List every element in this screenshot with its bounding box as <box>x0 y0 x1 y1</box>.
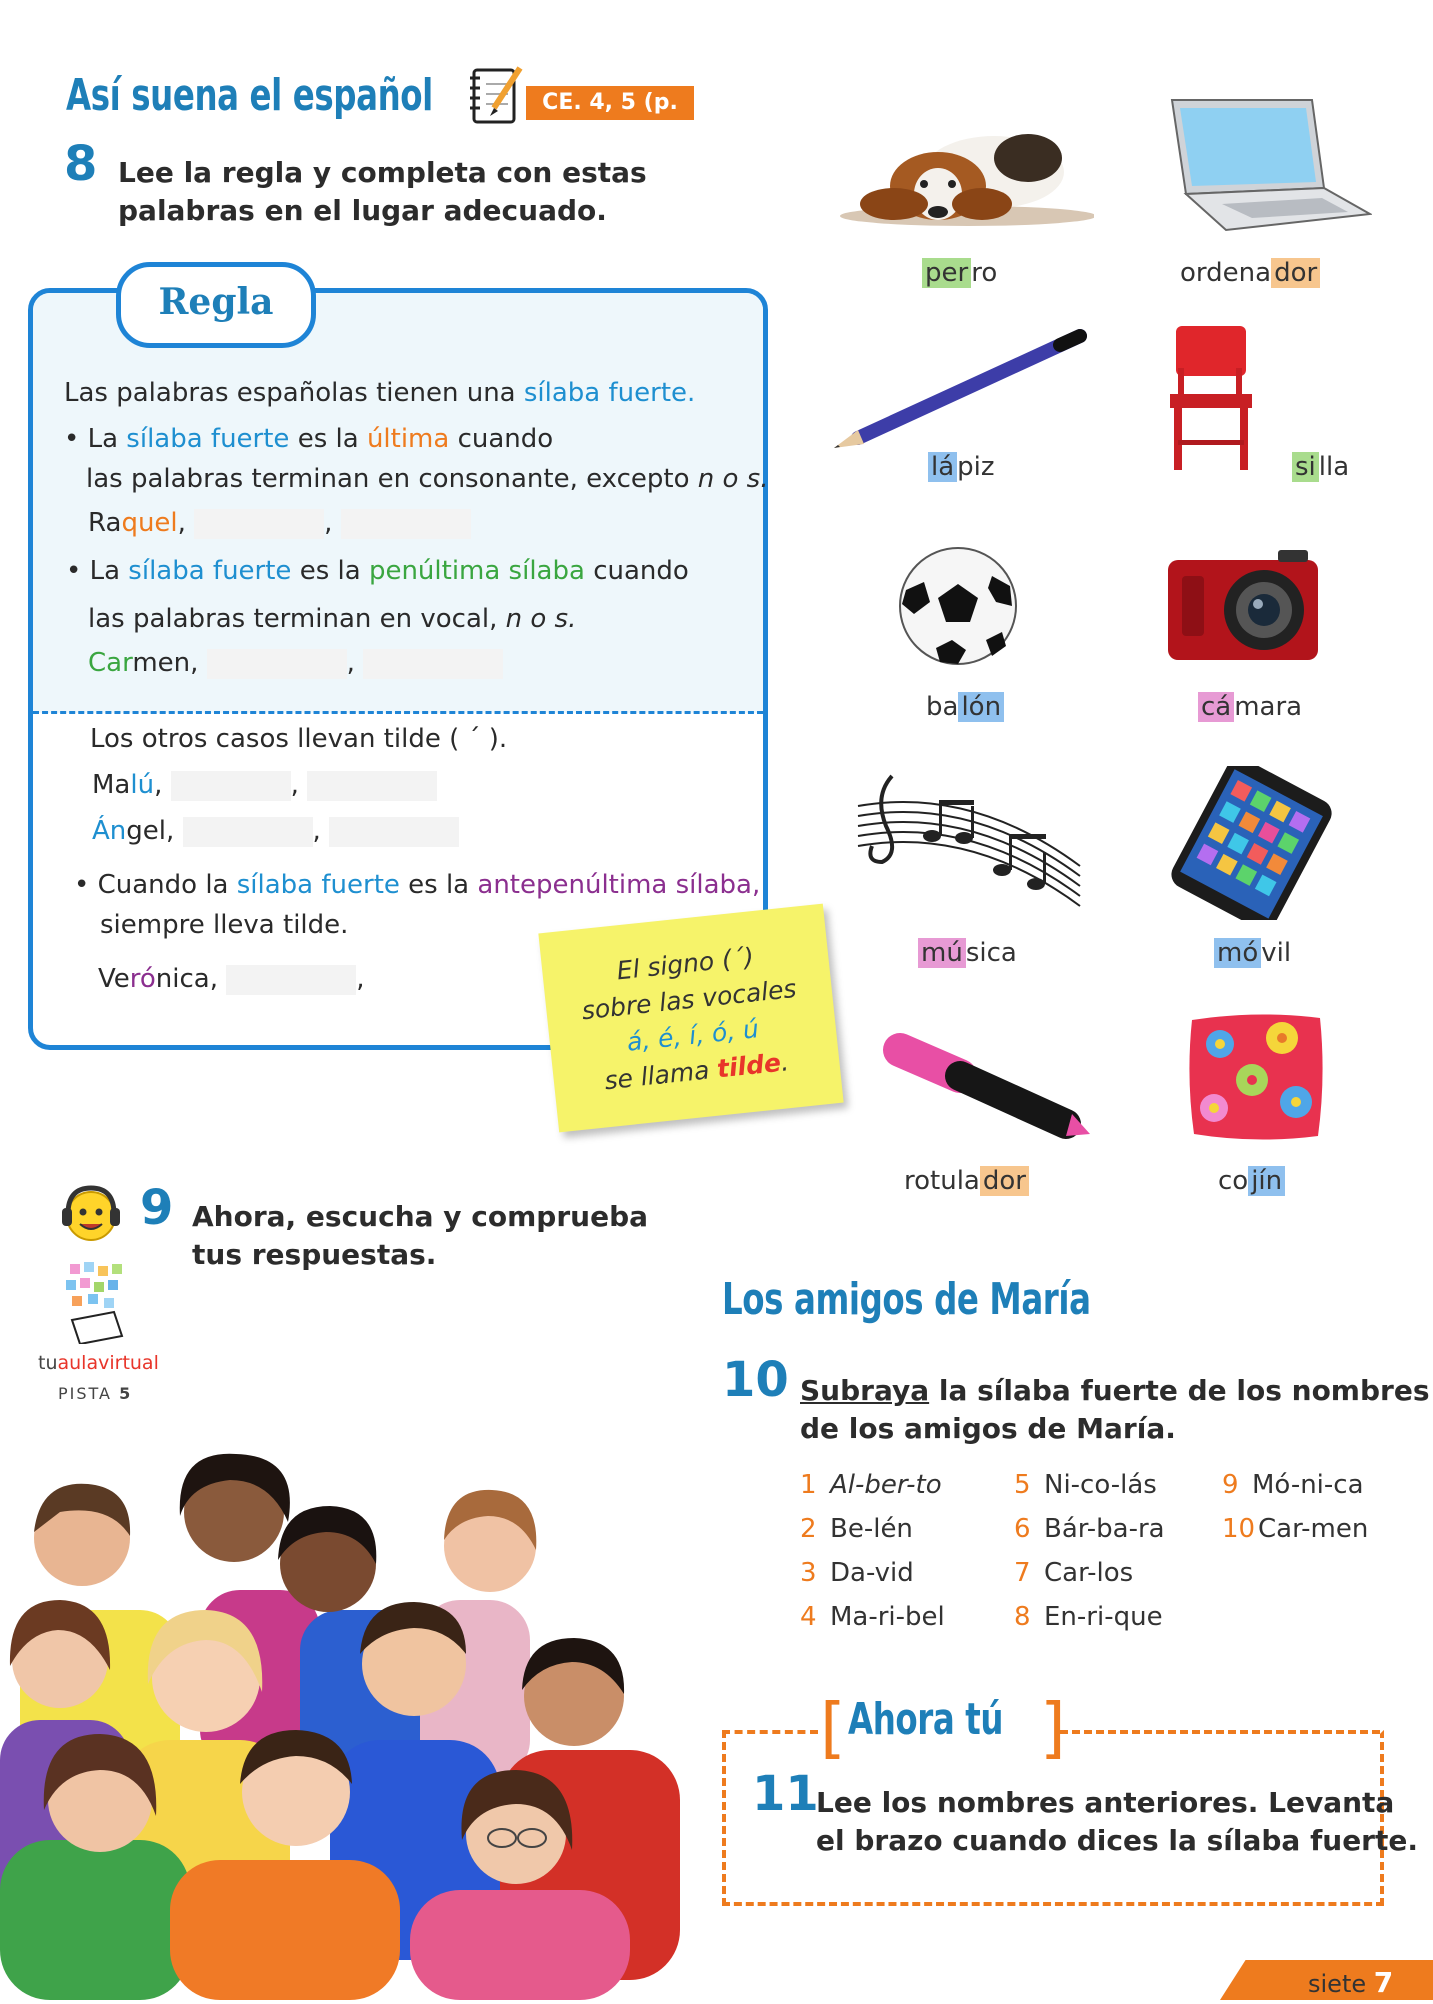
word-part: vil <box>1261 938 1292 968</box>
track-text: PISTA <box>58 1384 112 1403</box>
example-syllable: Án <box>92 816 127 846</box>
example-word: , <box>177 508 186 538</box>
instruction-line: Lee la regla y completa con estas <box>118 156 647 189</box>
rule-text: Cuando la <box>97 870 237 900</box>
rule-text: . <box>687 378 696 408</box>
notebook-pencil-icon <box>468 64 526 126</box>
stressed-syllable: per <box>922 258 971 288</box>
word-part: ro <box>971 258 998 288</box>
name-syllables: Car-men <box>1258 1514 1369 1544</box>
bullet: • <box>74 870 98 900</box>
underlined-word: Subraya <box>800 1374 930 1407</box>
item-number: 5 <box>1014 1470 1031 1500</box>
rule-intro <box>64 374 695 412</box>
name-syllables: Da-vid <box>830 1558 914 1588</box>
example-word: , <box>324 508 333 538</box>
instruction-line: el brazo cuando dices la sílaba fuerte. <box>816 1824 1418 1857</box>
word-label <box>1214 938 1291 968</box>
page-word: siete <box>1308 1970 1367 1998</box>
answer-blank[interactable] <box>171 771 291 801</box>
names-column-3 <box>1222 1470 1368 1558</box>
answer-blank[interactable] <box>307 771 437 801</box>
answer-blank[interactable] <box>363 649 503 679</box>
example-word: Ve <box>98 964 130 994</box>
answer-blank[interactable] <box>329 817 459 847</box>
item-number: 1 <box>800 1470 817 1500</box>
rule-text: Las palabras españolas tienen una <box>64 378 524 408</box>
camera-image <box>1166 546 1322 664</box>
sticky-text <box>538 904 840 1105</box>
item-number: 2 <box>800 1514 817 1544</box>
rule-text: es la <box>291 556 369 586</box>
sticky-text-part: . <box>779 1047 791 1077</box>
name-item[interactable] <box>800 1602 945 1646</box>
bullet: • <box>64 424 88 454</box>
rule-keyword: antepenúltima sílaba <box>477 870 752 900</box>
rule-keyword: sílaba fuerte <box>126 424 290 454</box>
answer-blank[interactable] <box>341 509 471 539</box>
rule-text: La <box>89 556 129 586</box>
name-item[interactable] <box>1222 1470 1368 1514</box>
bullet: • <box>66 556 90 586</box>
rule-keyword: sílaba fuerte <box>236 870 400 900</box>
example-word: men, <box>132 648 199 678</box>
example-word: , <box>312 816 321 846</box>
name-item[interactable] <box>1014 1558 1165 1602</box>
name-item[interactable] <box>1014 1470 1165 1514</box>
rule-tag: Regla <box>116 262 316 348</box>
name-item[interactable] <box>1014 1514 1165 1558</box>
word-part: piz <box>957 452 995 482</box>
word-part: lla <box>1318 452 1350 482</box>
item-number: 8 <box>1014 1602 1031 1632</box>
phone-image <box>1160 766 1344 920</box>
word-label <box>928 452 995 482</box>
sticky-text-part: se llama <box>603 1054 719 1096</box>
name-item[interactable] <box>800 1470 945 1514</box>
example-word: gel, <box>126 816 175 846</box>
exercise-number: 9 <box>140 1180 174 1236</box>
names-column-1 <box>800 1470 945 1646</box>
section-title: Así suena el español <box>66 70 433 121</box>
item-number: 3 <box>800 1558 817 1588</box>
rule-text: n o s. <box>697 464 769 494</box>
name-item[interactable] <box>1222 1514 1368 1558</box>
name-syllables: Bár-ba-ra <box>1044 1514 1165 1544</box>
instruction-line: de los amigos de María. <box>800 1412 1176 1445</box>
rule-keyword: última <box>366 424 450 454</box>
rule-keyword: sílaba fuerte <box>523 378 688 408</box>
rule-bullet-1-line2 <box>86 460 768 498</box>
ball-image <box>896 544 1020 668</box>
word-part: ordena <box>1180 258 1272 288</box>
name-syllables: Be-lén <box>830 1514 913 1544</box>
word-part: ba <box>926 692 959 722</box>
rule-bullet-2-line2 <box>88 600 576 638</box>
rule-text: las palabras terminan en consonante, excepto <box>86 464 698 494</box>
rule-text: n o s. <box>505 604 577 634</box>
rule-text: es la <box>289 424 367 454</box>
example-syllable: Car <box>88 648 133 678</box>
page-number <box>1308 1966 1393 1999</box>
rule-divider <box>33 711 763 714</box>
stressed-syllable: jín <box>1248 1166 1285 1196</box>
sticky-note <box>538 904 843 1133</box>
rule-keyword: sílaba fuerte <box>128 556 292 586</box>
stressed-syllable: lá <box>928 452 957 482</box>
exercise-instruction <box>118 154 647 230</box>
stressed-syllable: cá <box>1198 692 1234 722</box>
headphones-smiley-icon[interactable] <box>58 1180 124 1246</box>
exercise-number: 8 <box>64 136 98 192</box>
ahora-box-top-left <box>722 1730 818 1734</box>
stressed-syllable: dor <box>980 1166 1029 1196</box>
section-title: Los amigos de María <box>722 1274 1091 1325</box>
instruction-line: Ahora, escucha y comprueba <box>192 1200 649 1233</box>
example-syllable: quel <box>121 508 178 538</box>
exercise-instruction <box>816 1784 1418 1860</box>
rule-text: cuando <box>584 556 689 586</box>
stressed-syllable: mó <box>1214 938 1261 968</box>
rule-bullet-3-line2: siempre lleva tilde. <box>100 910 349 940</box>
stressed-syllable: si <box>1292 452 1319 482</box>
names-column-2 <box>1014 1470 1165 1646</box>
stressed-syllable: lón <box>958 692 1004 722</box>
word-label <box>1218 1166 1285 1196</box>
example-word: , <box>154 770 163 800</box>
answer-blank[interactable] <box>194 509 324 539</box>
laptop-image <box>1162 96 1372 234</box>
chair-image <box>1164 324 1256 472</box>
rule-example-row <box>88 644 503 682</box>
instruction-line <box>800 1372 1430 1410</box>
ahora-title: Ahora tú <box>848 1694 1004 1745</box>
rule-example-row <box>98 960 365 998</box>
ce-badge: CE. 4, 5 (p. 5) <box>526 86 694 120</box>
word-label <box>918 938 1017 968</box>
example-word: , <box>346 648 355 678</box>
page-digit: 7 <box>1373 1966 1394 1999</box>
word-label <box>1180 258 1320 288</box>
example-syllable: lú <box>130 770 155 800</box>
rule-text: cuando <box>449 424 554 454</box>
stressed-syllable: dor <box>1271 258 1320 288</box>
instruction-line: Lee los nombres anteriores. Levanta <box>816 1786 1395 1819</box>
name-syllables: Car-los <box>1044 1558 1134 1588</box>
word-part: sica <box>965 938 1017 968</box>
exercise-instruction <box>192 1198 648 1274</box>
example-word: nica, <box>155 964 218 994</box>
bracket-right: ] <box>1040 1689 1066 1766</box>
item-number: 6 <box>1014 1514 1031 1544</box>
instruction-line: tus respuestas. <box>192 1238 437 1271</box>
name-syllables: Ni-co-lás <box>1044 1470 1157 1500</box>
rule-text: La <box>87 424 127 454</box>
track-number: 5 <box>119 1384 133 1403</box>
name-syllables: Al-ber-to <box>830 1470 942 1500</box>
instruction-text: la sílaba fuerte de los nombres <box>929 1374 1430 1407</box>
ahora-box-top-right <box>1060 1730 1380 1734</box>
rule-text: las palabras terminan en vocal, <box>88 604 506 634</box>
word-label <box>926 692 1004 722</box>
answer-blank[interactable] <box>207 649 347 679</box>
rule-bullet-2 <box>66 552 689 590</box>
word-label <box>922 258 997 288</box>
pencil-image <box>828 326 1094 450</box>
example-word: , <box>356 964 365 994</box>
word-part: rotula <box>904 1166 980 1196</box>
rule-example-row <box>92 812 459 850</box>
rule-keyword: penúltima sílaba <box>368 556 585 586</box>
word-part: mara <box>1234 692 1303 722</box>
rule-text: , <box>751 870 761 900</box>
music-notes-image <box>852 766 1084 918</box>
tablet-apps-icon[interactable] <box>62 1260 134 1344</box>
sticky-line: sobre las vocales <box>580 973 798 1026</box>
instruction-line: palabras en el lugar adecuado. <box>118 194 607 227</box>
kids-group-photo <box>0 1440 690 2000</box>
example-syllable: ró <box>129 964 156 994</box>
exercise-instruction <box>800 1372 1430 1448</box>
rule-bullet-3 <box>74 866 760 904</box>
rule-text: es la <box>399 870 478 900</box>
sticky-line: á, é, í, ó, ú <box>625 1014 761 1057</box>
rule-other-cases: Los otros casos llevan tilde ( ´ ). <box>90 724 508 754</box>
word-label <box>1292 452 1349 482</box>
name-item[interactable] <box>800 1558 945 1602</box>
answer-blank[interactable] <box>226 965 356 995</box>
brand-label[interactable] <box>38 1352 159 1374</box>
item-number: 10 <box>1222 1514 1256 1544</box>
name-item[interactable] <box>1014 1602 1165 1646</box>
item-number: 7 <box>1014 1558 1031 1588</box>
word-label <box>904 1166 1029 1196</box>
sticky-keyword: tilde <box>715 1047 783 1084</box>
word-label <box>1198 692 1302 722</box>
rule-example-row <box>92 766 437 804</box>
dog-image <box>818 118 1094 228</box>
answer-blank[interactable] <box>183 817 313 847</box>
item-number: 4 <box>800 1602 817 1632</box>
track-label <box>58 1384 132 1403</box>
word-part: co <box>1218 1166 1249 1196</box>
stressed-syllable: mú <box>918 938 966 968</box>
name-syllables: Mó-ni-ca <box>1252 1470 1364 1500</box>
bracket-left: [ <box>820 1689 846 1766</box>
example-word: Ra <box>88 508 122 538</box>
rule-example-row <box>88 504 471 542</box>
name-syllables: En-ri-que <box>1044 1602 1163 1632</box>
exercise-number: 11 <box>752 1766 819 1822</box>
exercise-number: 10 <box>722 1352 789 1408</box>
brand-part: tu <box>38 1352 58 1374</box>
rule-bullet-1 <box>64 420 553 458</box>
name-item[interactable] <box>800 1514 945 1558</box>
name-syllables: Ma-ri-bel <box>830 1602 945 1632</box>
item-number: 9 <box>1222 1470 1239 1500</box>
sticky-line: El signo (´) <box>615 942 756 986</box>
example-word: , <box>290 770 299 800</box>
brand-part: aulavirtual <box>57 1352 159 1374</box>
marker-image <box>876 1030 1094 1144</box>
example-word: Ma <box>92 770 131 800</box>
cushion-image <box>1186 1010 1326 1144</box>
